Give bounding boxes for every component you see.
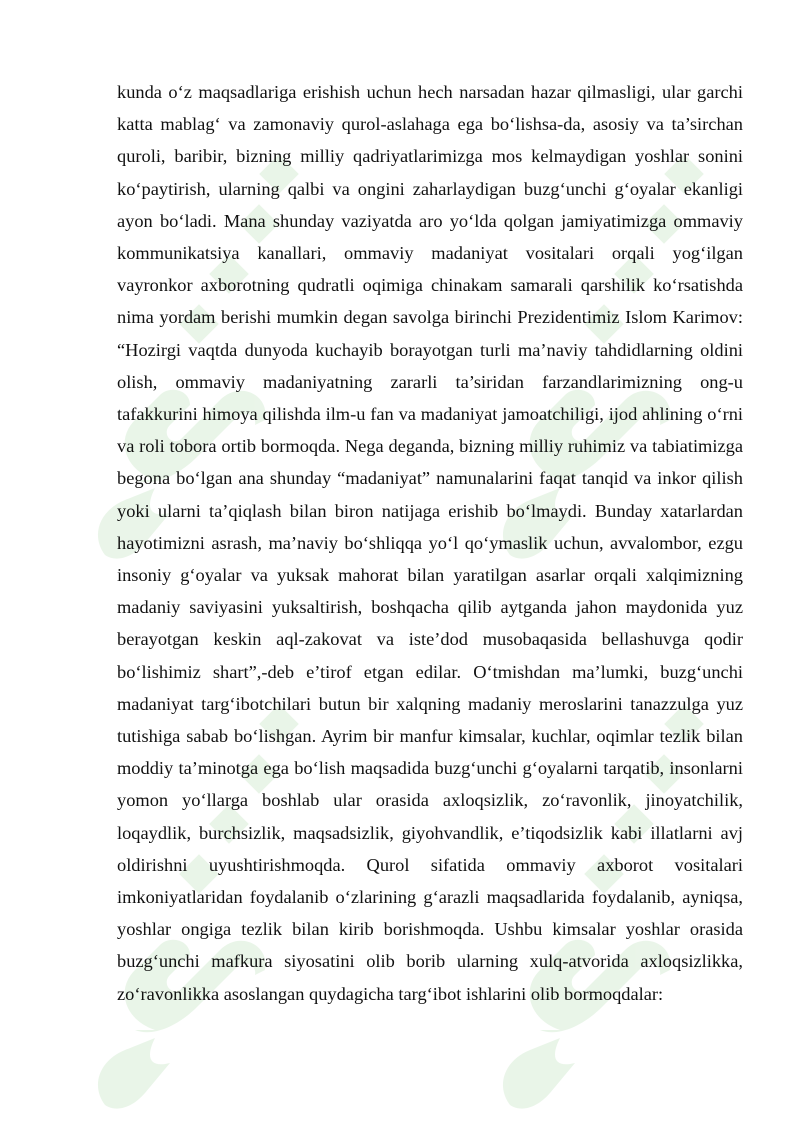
body-paragraph: kunda o‘z maqsadlariga erishish uchun hech narsadan hazar qilmasligi, ular garchi katta mablag‘ va zamonaviy qurol-aslahaga ega bo‘lishsa-da, asosiy va ta’sirchan quroli, baribir, bizning milliy qadriyatlarimizga mos kelmaydigan yoshlar sonini ko‘paytirish, ularning qalbi va ongini zaharlaydigan buzg‘unchi g‘oyalar ekanligi ayon bo‘ladi. Mana shunday vaziyatda aro yo‘lda qolgan jamiyatimizga ommaviy kommunikatsiya kanallari, ommaviy madaniyat vositalari orqali yog‘ilgan vayronkor axborotning qudratli oqimiga chinakam samarali qarshilik ko‘rsatishda nima yordam berishi mumkin degan savolga birinchi Prezidentimiz Islom Karimov: “Hozirgi vaqtda dunyoda kuchayib borayotgan turli ma’naviy tahdidlarning oldini olish, ommaviy madaniyatning zararli ta’siridan farzandlarimizning ong-u tafakkurini himoya qilishda ilm-u fan va madaniyat jamoatchiligi, ijod ahlining o‘rni va roli tobora ortib bormoqda. Nega deganda, bizning milliy ruhimiz va tabiatimizga begona bo‘lgan ana shunday “madaniyat” namunalarini faqat tanqid va inkor qilish yoki ularni ta’qiqlash bilan biron natijaga erishib bo‘lmaydi. Bunday xatarlardan hayotimizni asrash, ma’naviy bo‘shliqqa yo‘l qo‘ymaslik uchun, avvalombor, ezgu insoniy g‘oyalar va yuksak mahorat bilan yaratilgan asarlar orqali xalqimizning madaniy saviyasini yuksaltirish, boshqacha qilib aytganda jahon maydonida yuz berayotgan keskin aql-zakovat va iste’dod musobaqasida bellashuvga qodir bo‘lishimiz shart”,-deb e’tirof etgan edilar. O‘tmishdan ma’lumki, buzg‘unchi madaniyat targ‘ibotchilari butun bir xalqning madaniy meroslarini tanazzulga yuz tutishiga sabab bo‘lishgan. Ayrim bir manfur kimsalar, kuchlar, oqimlar tezlik bilan moddiy ta’minotga ega bo‘lish maqsadida buzg‘unchi g‘oyalarni tarqatib, insonlarni yomon yo‘llarga boshlab ular orasida axloqsizlik, zo‘ravonlik, jinoyatchilik, loqaydlik, burchsizlik, maqsadsizlik, giyohvandlik, e’tiqodsizlik kabi illatlarni avj oldirishni uyushtirishmoqda. Qurol sifatida ommaviy axborot vositalari imkoniyatlaridan foydalanib o‘zlarining g‘arazli maqsadlarida foydalanib, ayniqsa, yoshlar ongiga tezlik bilan kirib borishmoqda. Ushbu kimsalar yoshlar orasida buzg‘unchi mafkura siyosatini olib borib ularning xulq-atvorida axloqsizlikka, zo‘ravonlikka asoslangan quydagicha targ‘ibot ishlarini olib bormoqdalar: — [117, 82, 743, 1004]
document-body — [117, 76, 743, 1010]
